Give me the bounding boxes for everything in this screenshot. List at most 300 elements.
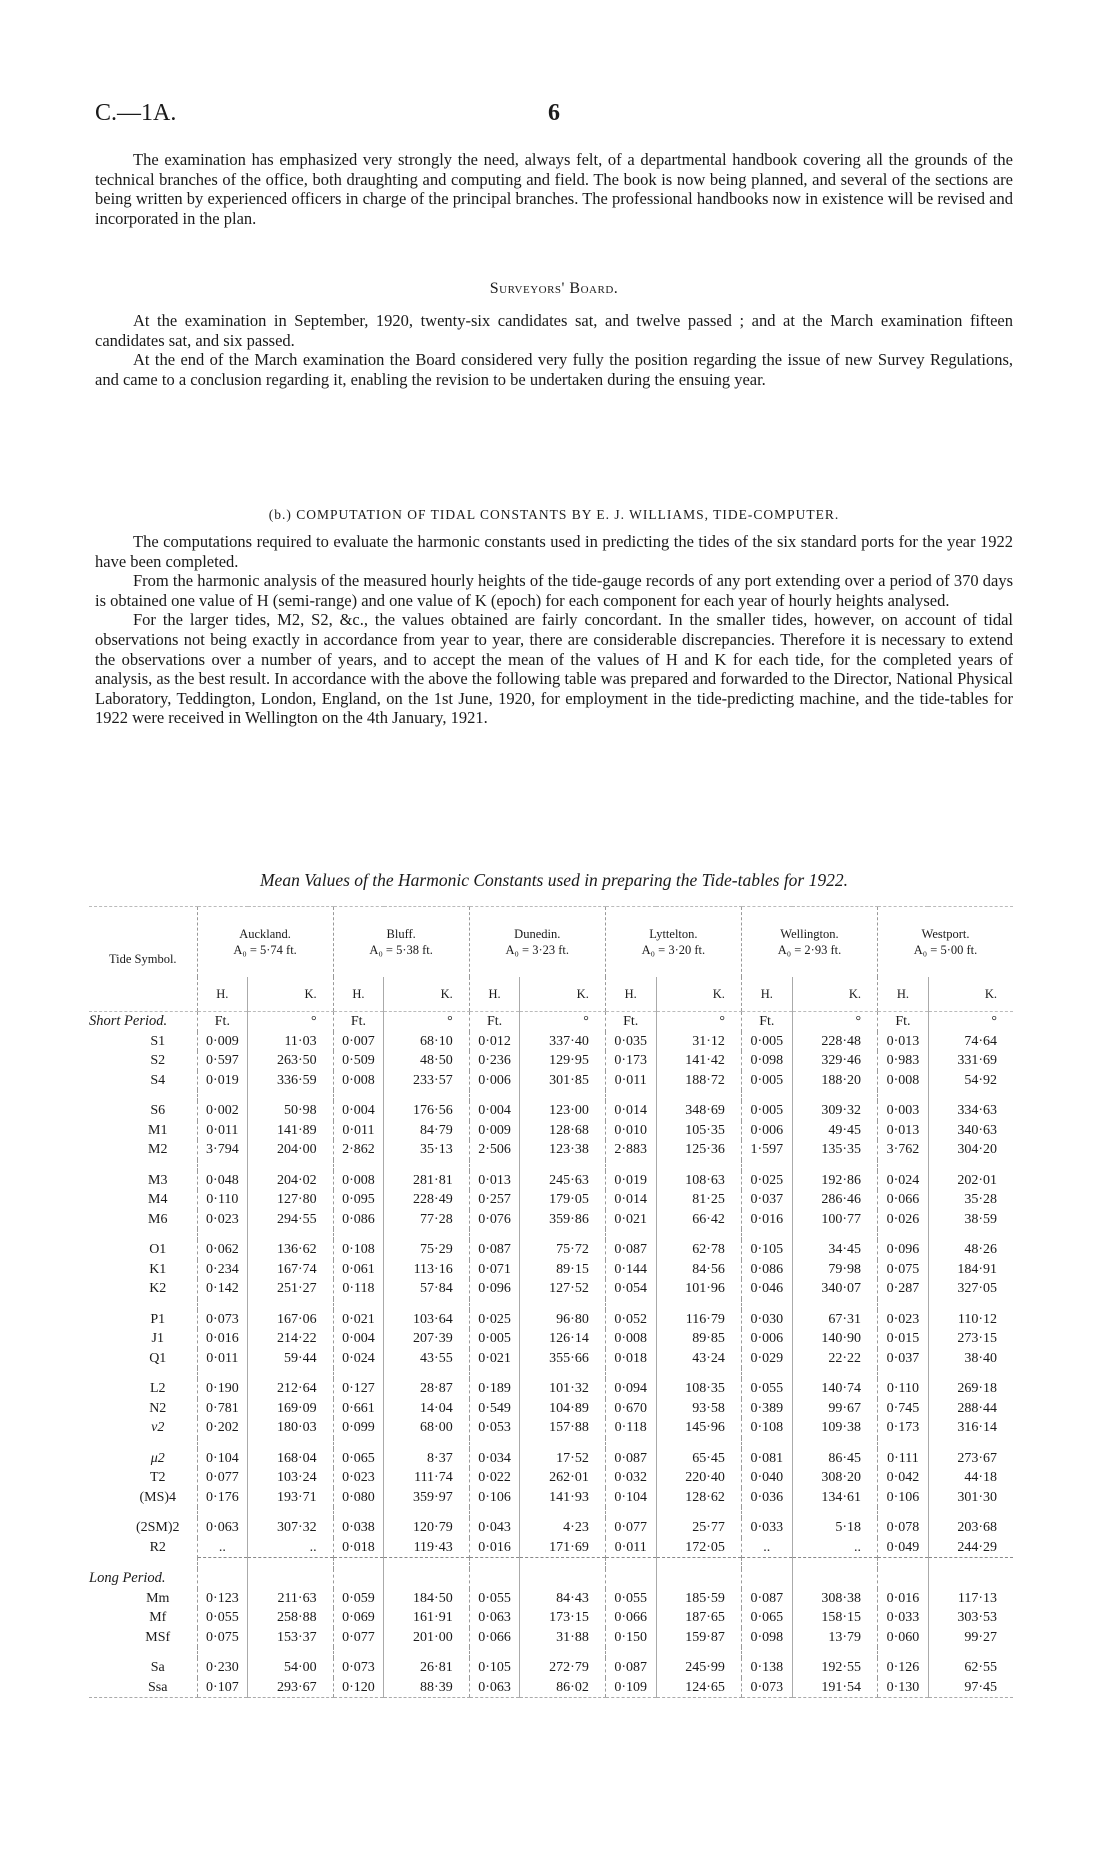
- spacer: [469, 1299, 520, 1310]
- h-value: 0·071: [469, 1260, 520, 1280]
- h-value: 0·007: [333, 1032, 384, 1052]
- h-value: 0·060: [878, 1628, 929, 1648]
- port-header: [333, 907, 469, 978]
- k-value: 68·10: [384, 1032, 469, 1052]
- port-datum: A₀ = 3·23 ft.: [505, 943, 570, 957]
- k-column-header: K.: [248, 977, 333, 1012]
- port-header: [197, 907, 333, 978]
- spacer: [248, 1229, 333, 1240]
- h-value: 0·054: [605, 1279, 656, 1299]
- k-value: 329·46: [792, 1051, 877, 1071]
- h-value: 0·009: [469, 1121, 520, 1141]
- k-value: 127·80: [248, 1190, 333, 1210]
- h-column-header: H.: [197, 977, 248, 1012]
- h-value: 0·287: [878, 1279, 929, 1299]
- surveyors-board-heading: Surveyors' Board.: [489, 280, 619, 297]
- spacer: [928, 1368, 1013, 1379]
- k-value: 220·40: [656, 1468, 741, 1488]
- port-name: Lyttelton.: [649, 927, 698, 941]
- h-value: 0·096: [878, 1240, 929, 1260]
- h-value: 0·104: [605, 1488, 656, 1508]
- paragraph: From the harmonic analysis of the measured hourly heights of the tide-gauge records of any port extending over a period of 370 days is obtained one value of H (semi-range) and one value of K (epoch) for each component for each year of hourly heights analysed.: [95, 571, 1013, 610]
- k-value: 54·92: [928, 1071, 1013, 1091]
- k-value: 167·74: [248, 1260, 333, 1280]
- unit-feet: Ft.: [605, 1012, 656, 1032]
- k-value: 105·35: [656, 1121, 741, 1141]
- surveyors-board-text: [95, 311, 1013, 389]
- table-row: [89, 1658, 1013, 1678]
- section-label-row: [89, 1012, 1013, 1032]
- spacer: [89, 1507, 197, 1518]
- k-value: 273·67: [928, 1449, 1013, 1469]
- h-value: 0·077: [197, 1468, 248, 1488]
- spacer: [248, 1438, 333, 1449]
- k-value: 340·07: [792, 1279, 877, 1299]
- k-value: 35·28: [928, 1190, 1013, 1210]
- h-value: 0·011: [197, 1349, 248, 1369]
- spacer-row: [89, 1507, 1013, 1518]
- spacer: [878, 1647, 929, 1658]
- k-value: 309·32: [792, 1101, 877, 1121]
- k-value: 331·69: [928, 1051, 1013, 1071]
- port-name: Wellington.: [780, 927, 839, 941]
- k-value: 100·77: [792, 1210, 877, 1230]
- k-value: 187·65: [656, 1608, 741, 1628]
- spacer: [197, 1160, 248, 1171]
- h-value: 0·257: [469, 1190, 520, 1210]
- spacer: [248, 1090, 333, 1101]
- spacer: [384, 1558, 469, 1570]
- k-value: 273·15: [928, 1329, 1013, 1349]
- spacer: [89, 1438, 197, 1449]
- k-value: 212·64: [248, 1379, 333, 1399]
- h-value: 0·983: [878, 1051, 929, 1071]
- k-value: 179·05: [520, 1190, 605, 1210]
- k-value: 99·67: [792, 1399, 877, 1419]
- k-value: 97·45: [928, 1678, 1013, 1698]
- h-value: 0·065: [333, 1449, 384, 1469]
- section-label: Long Period.: [89, 1570, 166, 1586]
- unit-degrees: °: [656, 1012, 741, 1032]
- table-row: [89, 1260, 1013, 1280]
- h-value: 0·021: [469, 1349, 520, 1369]
- unit-degrees: °: [792, 1012, 877, 1032]
- h-value: 0·106: [469, 1488, 520, 1508]
- k-value: 108·63: [656, 1171, 741, 1191]
- h-value: 0·073: [333, 1658, 384, 1678]
- spacer: [741, 1438, 792, 1449]
- k-value: 31·88: [520, 1628, 605, 1648]
- h-value: 0·037: [878, 1349, 929, 1369]
- unit-feet: Ft.: [197, 1012, 248, 1032]
- spacer: [605, 1229, 656, 1240]
- h-value: 0·142: [197, 1279, 248, 1299]
- h-value: 0·016: [878, 1589, 929, 1609]
- spacer: [520, 1299, 605, 1310]
- h-value: 0·006: [741, 1121, 792, 1141]
- h-value: 0·035: [605, 1032, 656, 1052]
- k-value: 204·02: [248, 1171, 333, 1191]
- h-value: 0·549: [469, 1399, 520, 1419]
- h-value: 0·098: [741, 1051, 792, 1071]
- k-value: 88·39: [384, 1678, 469, 1698]
- h-value: 0·033: [741, 1518, 792, 1538]
- spacer: [520, 1368, 605, 1379]
- spacer-row: [89, 1647, 1013, 1658]
- spacer: [384, 1160, 469, 1171]
- empty-cell: [741, 1569, 792, 1589]
- tide-symbol: R2: [149, 1539, 166, 1555]
- k-value: 34·45: [792, 1240, 877, 1260]
- k-value: 173·15: [520, 1608, 605, 1628]
- k-value: 180·03: [248, 1418, 333, 1438]
- k-value: 35·13: [384, 1140, 469, 1160]
- tide-symbol: M1: [148, 1122, 168, 1138]
- k-value: 202·01: [928, 1171, 1013, 1191]
- spacer: [384, 1368, 469, 1379]
- k-value: 158·15: [792, 1608, 877, 1628]
- empty-cell: [656, 1569, 741, 1589]
- tide-symbol: M4: [148, 1192, 168, 1207]
- empty-cell: [520, 1569, 605, 1589]
- h-value: 0·052: [605, 1310, 656, 1330]
- spacer: [197, 1558, 248, 1570]
- spacer: [89, 1647, 197, 1658]
- h-value: 0·055: [469, 1589, 520, 1609]
- document-reference: C.—1A.: [95, 100, 177, 126]
- table-row: [89, 1399, 1013, 1419]
- tide-symbol: (2SM)2: [135, 1520, 180, 1535]
- port-datum: A₀ = 5·38 ft.: [369, 943, 433, 957]
- h-value: 0·014: [605, 1190, 656, 1210]
- h-value: 0·087: [605, 1240, 656, 1260]
- k-value: 228·49: [384, 1190, 469, 1210]
- k-value: 184·50: [384, 1589, 469, 1609]
- h-value: 0·096: [469, 1279, 520, 1299]
- h-value: 0·509: [333, 1051, 384, 1071]
- spacer: [878, 1438, 929, 1449]
- k-value: 201·00: [384, 1628, 469, 1648]
- k-value: 176·56: [384, 1101, 469, 1121]
- table-row: [89, 1538, 1013, 1558]
- k-value: 65·45: [656, 1449, 741, 1469]
- k-value: 157·88: [520, 1418, 605, 1438]
- tide-symbol: M3: [148, 1172, 168, 1188]
- h-value: 0·087: [605, 1658, 656, 1678]
- tide-symbol-header: Tide Symbol.: [89, 907, 197, 1012]
- h-value: 0·086: [741, 1260, 792, 1280]
- h-value: 0·127: [333, 1379, 384, 1399]
- table-row: [89, 1468, 1013, 1488]
- h-value: 0·063: [469, 1608, 520, 1628]
- h-value: 0·230: [197, 1658, 248, 1678]
- port-datum: A₀ = 5·74 ft.: [233, 943, 297, 957]
- h-value: 0·745: [878, 1399, 929, 1419]
- spacer: [469, 1368, 520, 1379]
- tide-symbol: μ2: [150, 1450, 165, 1466]
- h-value: 0·108: [741, 1418, 792, 1438]
- k-value: 79·98: [792, 1260, 877, 1280]
- k-value: 54·00: [248, 1658, 333, 1678]
- k-value: 67·31: [792, 1310, 877, 1330]
- h-value: 0·094: [605, 1379, 656, 1399]
- spacer: [89, 1368, 197, 1379]
- k-value: 14·04: [384, 1399, 469, 1419]
- spacer: [656, 1647, 741, 1658]
- k-value: 153·37: [248, 1628, 333, 1648]
- k-value: 214·22: [248, 1329, 333, 1349]
- h-value: 0·086: [333, 1210, 384, 1230]
- h-value: 0·014: [605, 1101, 656, 1121]
- k-value: 141·89: [248, 1121, 333, 1141]
- spacer: [792, 1368, 877, 1379]
- empty-cell: [384, 1569, 469, 1589]
- tide-symbol: ν2: [151, 1420, 165, 1435]
- h-value: 0·073: [741, 1678, 792, 1698]
- spacer: [928, 1160, 1013, 1171]
- h-value: 0·022: [469, 1468, 520, 1488]
- table-row: [89, 1628, 1013, 1648]
- k-column-header: K.: [928, 977, 1013, 1012]
- spacer: [469, 1438, 520, 1449]
- table-row: [89, 1678, 1013, 1698]
- section-label-row: [89, 1569, 1013, 1589]
- h-value: 0·087: [605, 1449, 656, 1469]
- spacer: [928, 1507, 1013, 1518]
- k-value: 11·03: [248, 1032, 333, 1052]
- k-value: 48·50: [384, 1051, 469, 1071]
- h-value: 0·095: [333, 1190, 384, 1210]
- h-value: 0·021: [333, 1310, 384, 1330]
- tide-symbol: MSf: [145, 1629, 171, 1645]
- spacer: [741, 1368, 792, 1379]
- spacer: [469, 1558, 520, 1570]
- k-value: 204·00: [248, 1140, 333, 1160]
- h-value: 0·202: [197, 1418, 248, 1438]
- table-row: [89, 1310, 1013, 1330]
- h-value: 0·144: [605, 1260, 656, 1280]
- k-value: 48·26: [928, 1240, 1013, 1260]
- h-value: 0·065: [741, 1608, 792, 1628]
- h-value: 0·005: [741, 1071, 792, 1091]
- k-value: 145·96: [656, 1418, 741, 1438]
- h-value: 0·138: [741, 1658, 792, 1678]
- table-row: [89, 1518, 1013, 1538]
- h-value: 0·109: [605, 1678, 656, 1698]
- h-value: 0·080: [333, 1488, 384, 1508]
- spacer: [741, 1507, 792, 1518]
- h-value: 0·015: [878, 1329, 929, 1349]
- h-value: 0·006: [741, 1329, 792, 1349]
- k-value: 86·45: [792, 1449, 877, 1469]
- spacer: [741, 1647, 792, 1658]
- k-value: 169·09: [248, 1399, 333, 1419]
- k-value: 308·38: [792, 1589, 877, 1609]
- h-value: 0·013: [878, 1032, 929, 1052]
- h-value: 0·105: [741, 1240, 792, 1260]
- h-value: 0·077: [333, 1628, 384, 1648]
- tide-symbol: Mf: [149, 1610, 167, 1625]
- k-value: 307·32: [248, 1518, 333, 1538]
- unit-feet: Ft.: [878, 1012, 929, 1032]
- table-row: [89, 1051, 1013, 1071]
- k-value: 188·72: [656, 1071, 741, 1091]
- tide-symbol: J1: [151, 1331, 164, 1346]
- k-value: 25·77: [656, 1518, 741, 1538]
- k-value: 172·05: [656, 1538, 741, 1558]
- h-value: 0·016: [469, 1538, 520, 1558]
- k-value: 141·42: [656, 1051, 741, 1071]
- tide-symbol: L2: [149, 1381, 166, 1396]
- h-value: 3·762: [878, 1140, 929, 1160]
- h-column-header: H.: [878, 977, 929, 1012]
- empty-cell: [605, 1569, 656, 1589]
- harmonic-constants-table: [89, 906, 1013, 1698]
- spacer: [878, 1090, 929, 1101]
- h-value: 0·062: [197, 1240, 248, 1260]
- spacer: [928, 1229, 1013, 1240]
- tide-symbol: N2: [149, 1400, 167, 1416]
- k-value: ..: [248, 1538, 333, 1558]
- k-value: 8·37: [384, 1449, 469, 1469]
- k-value: 167·06: [248, 1310, 333, 1330]
- k-value: 103·64: [384, 1310, 469, 1330]
- h-value: 0·004: [469, 1101, 520, 1121]
- h-value: 0·061: [333, 1260, 384, 1280]
- spacer: [197, 1368, 248, 1379]
- spacer: [333, 1299, 384, 1310]
- tide-symbol: S2: [150, 1053, 166, 1068]
- k-value: 13·79: [792, 1628, 877, 1648]
- table-row: [89, 1329, 1013, 1349]
- h-value: 0·130: [878, 1678, 929, 1698]
- h-value: 0·055: [741, 1379, 792, 1399]
- unit-degrees: °: [248, 1012, 333, 1032]
- k-value: 340·63: [928, 1121, 1013, 1141]
- k-value: 336·59: [248, 1071, 333, 1091]
- k-value: 262·01: [520, 1468, 605, 1488]
- port-header: [741, 907, 877, 978]
- k-value: 129·95: [520, 1051, 605, 1071]
- k-value: 17·52: [520, 1449, 605, 1469]
- h-value: 0·025: [741, 1171, 792, 1191]
- h-value: 0·012: [469, 1032, 520, 1052]
- k-value: 31·12: [656, 1032, 741, 1052]
- h-value: 0·077: [605, 1518, 656, 1538]
- tide-symbol: (MS)4: [139, 1489, 177, 1505]
- h-value: 0·019: [605, 1171, 656, 1191]
- k-value: 123·38: [520, 1140, 605, 1160]
- k-value: 38·59: [928, 1210, 1013, 1230]
- h-value: 0·016: [741, 1210, 792, 1230]
- k-value: 123·00: [520, 1101, 605, 1121]
- k-value: 89·85: [656, 1329, 741, 1349]
- spacer: [928, 1558, 1013, 1570]
- h-value: 0·055: [197, 1608, 248, 1628]
- k-value: 128·62: [656, 1488, 741, 1508]
- spacer: [469, 1229, 520, 1240]
- h-value: 0·018: [605, 1349, 656, 1369]
- h-value: 0·066: [878, 1190, 929, 1210]
- empty-cell: [928, 1569, 1013, 1589]
- k-value: 125·36: [656, 1140, 741, 1160]
- spacer: [520, 1647, 605, 1658]
- table-row: [89, 1121, 1013, 1141]
- k-value: 128·68: [520, 1121, 605, 1141]
- spacer: [656, 1368, 741, 1379]
- tide-symbol: O1: [149, 1242, 167, 1257]
- spacer: [656, 1229, 741, 1240]
- h-value: 0·234: [197, 1260, 248, 1280]
- spacer: [520, 1160, 605, 1171]
- h-value: 0·063: [469, 1678, 520, 1698]
- k-value: 5·18: [792, 1518, 877, 1538]
- k-value: 74·64: [928, 1032, 1013, 1052]
- spacer: [878, 1299, 929, 1310]
- table-row: [89, 1210, 1013, 1230]
- tide-symbol: M2: [148, 1142, 168, 1157]
- k-value: 113·16: [384, 1260, 469, 1280]
- k-value: 359·86: [520, 1210, 605, 1230]
- h-value: 0·118: [605, 1418, 656, 1438]
- unit-degrees: °: [384, 1012, 469, 1032]
- k-value: 43·55: [384, 1349, 469, 1369]
- k-value: 193·71: [248, 1488, 333, 1508]
- k-value: 116·79: [656, 1310, 741, 1330]
- spacer: [384, 1299, 469, 1310]
- h-value: 0·002: [197, 1101, 248, 1121]
- unit-degrees: °: [928, 1012, 1013, 1032]
- port-header: [605, 907, 741, 978]
- k-value: 104·89: [520, 1399, 605, 1419]
- tide-symbol: Mm: [146, 1590, 170, 1606]
- h-value: 0·105: [469, 1658, 520, 1678]
- k-value: 120·79: [384, 1518, 469, 1538]
- spacer: [469, 1090, 520, 1101]
- spacer-row: [89, 1368, 1013, 1379]
- h-value: 0·025: [469, 1310, 520, 1330]
- k-value: 134·61: [792, 1488, 877, 1508]
- port-datum: A₀ = 5·00 ft.: [913, 943, 978, 957]
- spacer: [333, 1558, 384, 1570]
- table-row: [89, 1418, 1013, 1438]
- h-value: 0·036: [741, 1488, 792, 1508]
- k-value: 359·97: [384, 1488, 469, 1508]
- spacer: [878, 1229, 929, 1240]
- h-value: 3·794: [197, 1140, 248, 1160]
- spacer: [333, 1438, 384, 1449]
- h-value: 0·123: [197, 1589, 248, 1609]
- k-value: 245·99: [656, 1658, 741, 1678]
- spacer: [656, 1299, 741, 1310]
- k-value: 281·81: [384, 1171, 469, 1191]
- spacer: [928, 1090, 1013, 1101]
- h-value: 0·081: [741, 1449, 792, 1469]
- h-value: 2·506: [469, 1140, 520, 1160]
- tide-symbol: K1: [149, 1261, 167, 1277]
- spacer: [878, 1507, 929, 1518]
- spacer: [928, 1299, 1013, 1310]
- k-value: 127·52: [520, 1279, 605, 1299]
- spacer: [928, 1647, 1013, 1658]
- spacer: [520, 1507, 605, 1518]
- port-header-row: [89, 907, 1013, 978]
- port-name: Dunedin.: [514, 927, 561, 941]
- k-value: 101·32: [520, 1379, 605, 1399]
- port-name: Auckland.: [239, 927, 291, 941]
- spacer: [384, 1229, 469, 1240]
- k-value: 93·58: [656, 1399, 741, 1419]
